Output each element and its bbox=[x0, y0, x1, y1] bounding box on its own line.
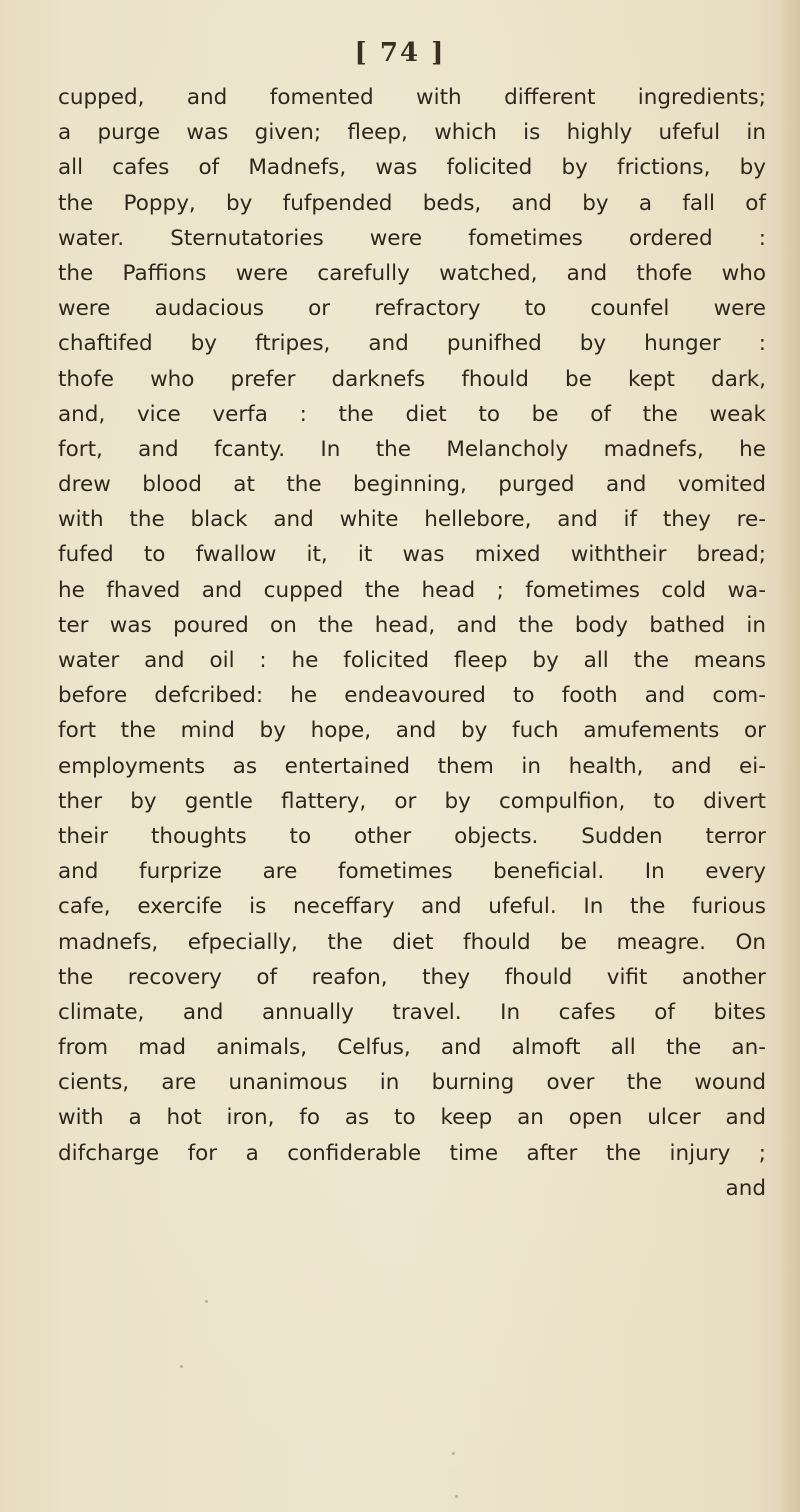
catchword: and bbox=[725, 1175, 766, 1201]
text-line: drew blood at the beginning, purged and vomited bbox=[58, 472, 766, 498]
text-line: before defcribed: he endeavoured to footh and com- bbox=[58, 683, 766, 709]
text-line: he fhaved and cupped the head ; fometimes cold wa- bbox=[58, 577, 766, 603]
text-line: cafe, exercife is neceffary and ufeful. In the furious bbox=[58, 894, 766, 920]
text-line: cients, are unanimous in burning over the wound bbox=[58, 1070, 766, 1096]
text-line: ter was poured on the head, and the body bathed in bbox=[58, 612, 766, 638]
text-line: fort the mind by hope, and by fuch amufements or bbox=[58, 718, 766, 744]
text-line: with the black and white hellebore, and if they re- bbox=[58, 507, 766, 533]
text-line: employments as entertained them in health, and ei- bbox=[58, 753, 766, 779]
text-line: the Paffions were carefully watched, and thofe who bbox=[58, 260, 766, 286]
text-line: a purge was given; fleep, which is highly ufeful in bbox=[58, 120, 766, 146]
text-line: their thoughts to other objects. Sudden terror bbox=[58, 823, 766, 849]
text-line: and, vice verfa : the diet to be of the weak bbox=[58, 401, 766, 427]
text-line: madnefs, efpecially, the diet fhould be meagre. On bbox=[58, 929, 766, 955]
text-line: water. Sternutatories were fometimes ordered : bbox=[58, 225, 766, 251]
text-line: thofe who prefer darknefs fhould be kept dark, bbox=[58, 366, 766, 392]
text-line: water and oil : he folicited fleep by all the means bbox=[58, 648, 766, 673]
text-line: and furprize are fometimes beneficial. In every bbox=[58, 859, 766, 885]
text-line: from mad animals, Celfus, and almoft all the an- bbox=[58, 1035, 766, 1061]
text-line: ther by gentle flattery, or by compulfion, to divert bbox=[58, 788, 766, 814]
text-line: chaftifed by ftripes, and punifhed by hunger : bbox=[58, 331, 766, 357]
page-edge-shadow bbox=[778, 0, 800, 1512]
text-line: cupped, and fomented with different ingredients; bbox=[58, 85, 766, 110]
text-line: difcharge for a confiderable time after the injury ; bbox=[58, 1140, 766, 1166]
text-line: the recovery of reafon, they fhould vifit another bbox=[58, 964, 766, 990]
body-text bbox=[58, 80, 766, 1206]
text-line: all cafes of Madnefs, was folicited by frictions, by bbox=[58, 155, 766, 181]
text-line: fufed to fwallow it, it was mixed withtheir bread; bbox=[58, 542, 766, 568]
text-line: the Poppy, by fufpended beds, and by a fall of bbox=[58, 190, 766, 216]
page-number: [ 74 ] bbox=[354, 38, 446, 68]
text-line: climate, and annually travel. In cafes of bites bbox=[58, 999, 766, 1025]
text-line: were audacious or refractory to counfel were bbox=[58, 296, 766, 322]
text-line: fort, and fcanty. In the Melancholy madnefs, he bbox=[58, 436, 766, 462]
text-line: with a hot iron, fo as to keep an open ulcer and bbox=[58, 1105, 766, 1131]
